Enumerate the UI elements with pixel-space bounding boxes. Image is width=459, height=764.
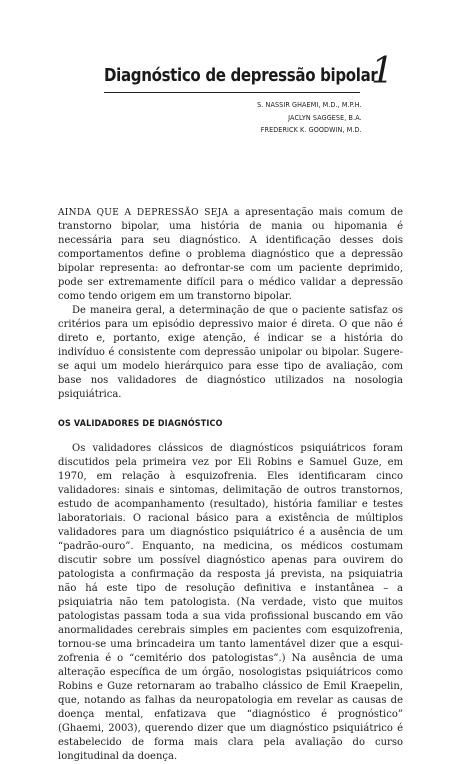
chapter-title: Diagnóstico de depressão bipolar bbox=[104, 66, 378, 86]
paragraph-validators: Os validadores clássicos de diagnósticos psiquiátricos foram discutidos pela primeira vez por Eli Robins e Samuel Guze, em 1970, em relação à esquizofrenia. Eles identificaram cinco validadores: sinais e sintomas, delimitação de outros transtornos, estudo de acompanhamento (resultado), história familiar e testes laboratoriais. O racional básico para a existência de múltiplos validadores para um diagnóstico psiquiátrico é a ausência de um “padrão-ouro”. Enquanto, na medicina, os médicos costumam discutir sobre um possível diagnóstico apenas para ouvirem do patologista a confirmação da resposta já prevista, na psiquiatria não há este tipo de resolução definitiva e instantânea – a psiquiatria não tem patologista. (Na verdade, visto que muitos patologistas passam toda a sua vida profissional buscando em vão anormalidades cerebrais simples em pacientes com esquizofrenia, tornou-se uma brincadeira um tanto lamentável dizer que a esquizofrenia é o “cemitério dos patologistas”.) Na ausência de uma alteração específica de um órgão, nosologistas psiquiátricos como Robins e Guze retornaram ao trabalho clássico de Emil Kraepelin, que, notando as falhas da neuropatologia em revelar as causas de doença mental, enfatizava que “diagnóstico é prognóstico” (Ghaemi, 2003), querendo dizer que um diagnóstico psiquiátrico é estabelecido de forma mais clara pela avaliação do curso longitudinal da doença. bbox=[58, 443, 403, 762]
author-line: S. NASSIR GHAEMI, M.D., M.P.H. bbox=[257, 101, 362, 109]
section-heading: OS VALIDADORES DE DIAGNÓSTICO bbox=[58, 419, 223, 429]
chapter-number: 1 bbox=[371, 51, 394, 92]
author-line: FREDERICK K. GOODWIN, M.D. bbox=[260, 126, 362, 134]
paragraph-intro-text: a apresentação mais comum de transtorno bipolar, uma história de mania ou hipomania é necessária para seu diagnóstico. A identificação desses dois comportamentos define o problema diagnóstico que a depressão bipolar representa: ao defrontar-se com um paciente deprimido, pode ser extremamente difícil para o médico validar a depressão como tendo origem em um transtorno bipolar. bbox=[58, 207, 403, 302]
body-text bbox=[58, 206, 403, 764]
title-rule bbox=[104, 92, 360, 93]
author-list bbox=[248, 99, 362, 137]
paragraph-lead-in: AINDA QUE A DEPRESSÃO SEJA bbox=[58, 208, 229, 218]
author-line: JACLYN SAGGESE, B.A. bbox=[288, 113, 362, 122]
paragraph-intro bbox=[58, 206, 403, 304]
paragraph-second: De maneira geral, a determinação de que o paciente satisfaz os critérios para um episódio depressivo maior é direta. O que não é direto e, portanto, exige atenção, é indicar se a história do indivíduo é consistente com depressão unipolar ou bipolar. Sugere-se aqui um modelo hierárquico para esse tipo de avaliação, com base nos validadores de diagnóstico utilizados na nosologia psiquiátrica. bbox=[58, 305, 403, 400]
